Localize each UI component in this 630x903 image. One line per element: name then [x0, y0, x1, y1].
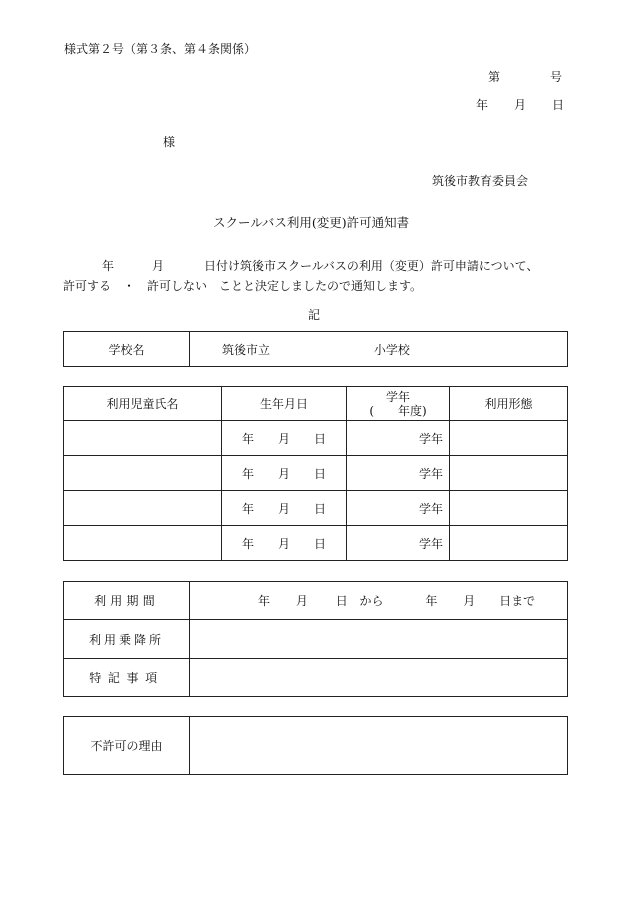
header-birth-date: 生年月日 [222, 387, 347, 421]
period-from-month: 月 [295, 594, 308, 608]
grade-cell[interactable]: 学年 [347, 526, 450, 561]
table-row [64, 491, 568, 526]
birth-day: 日 [314, 536, 327, 551]
usage-type-cell[interactable] [450, 421, 568, 456]
period-to-day: 日まで [499, 594, 536, 608]
usage-period-label: 利用期間 [64, 582, 190, 620]
issue-date-month: 月 [514, 98, 527, 112]
body-text-line1: 日付け筑後市スクールバスの利用（変更）許可申請について、 [204, 259, 539, 273]
denial-reason-cell[interactable] [190, 717, 568, 775]
special-notes-cell[interactable] [190, 659, 568, 697]
school-name-suffix: 小学校 [373, 342, 410, 357]
period-to-month: 月 [463, 594, 476, 608]
special-notes-label: 特記事項 [64, 659, 190, 697]
usage-type-cell[interactable] [450, 526, 568, 561]
header-grade-label: 学年 [385, 389, 410, 404]
header-grade-paren-close: 年度) [398, 403, 427, 418]
birth-month: 月 [277, 466, 290, 481]
school-name-label: 学校名 [64, 332, 190, 367]
addressee-suffix: 様 [163, 135, 176, 149]
table-row [64, 526, 568, 561]
child-name-cell[interactable] [64, 421, 222, 456]
children-table-header [64, 387, 568, 421]
document-number-prefix: 第 [488, 70, 501, 84]
child-name-cell[interactable] [64, 526, 222, 561]
body-year: 年 [102, 259, 115, 273]
birth-date-cell[interactable] [222, 491, 347, 526]
birth-month: 月 [277, 431, 290, 446]
denial-reason-label: 不許可の理由 [64, 717, 190, 775]
document-title: スクールバス利用(変更)許可通知書 [213, 215, 410, 230]
birth-year: 年 [241, 466, 254, 481]
table-row [64, 456, 568, 491]
header-child-name: 利用児童氏名 [64, 387, 222, 421]
reason-table [63, 716, 568, 775]
ki-label: 記 [308, 308, 321, 322]
header-usage-type: 利用形態 [450, 387, 568, 421]
birth-day: 日 [314, 501, 327, 516]
school-name-cell[interactable] [190, 332, 568, 367]
body-text-line2: 許可する ・ 許可しない ことと決定しましたので通知します。 [63, 279, 423, 293]
school-name-prefix: 筑後市立 [222, 342, 271, 357]
children-table [63, 386, 568, 561]
birth-date-cell[interactable] [222, 456, 347, 491]
grade-cell[interactable]: 学年 [347, 491, 450, 526]
birth-month: 月 [277, 501, 290, 516]
usage-type-cell[interactable] [450, 491, 568, 526]
birth-year: 年 [241, 536, 254, 551]
usage-type-cell[interactable] [450, 456, 568, 491]
header-grade [347, 387, 450, 421]
form-number: 様式第２号（第３条、第４条関係） [64, 42, 257, 56]
birth-day: 日 [314, 431, 327, 446]
grade-cell[interactable]: 学年 [347, 456, 450, 491]
period-table [63, 581, 568, 697]
bus-stop-label: 利用乗降所 [64, 620, 190, 659]
school-table [63, 331, 568, 367]
birth-day: 日 [314, 466, 327, 481]
period-from-year: 年 [258, 594, 271, 608]
header-grade-paren-open: ( [369, 403, 374, 418]
body-month: 月 [152, 259, 165, 273]
usage-period-cell[interactable] [190, 582, 568, 620]
document-number-suffix: 号 [550, 70, 563, 84]
birth-date-cell[interactable] [222, 421, 347, 456]
birth-month: 月 [277, 536, 290, 551]
table-row [64, 421, 568, 456]
child-name-cell[interactable] [64, 491, 222, 526]
issue-date-year: 年 [476, 98, 489, 112]
child-name-cell[interactable] [64, 456, 222, 491]
bus-stop-cell[interactable] [190, 620, 568, 659]
period-from-day: 日 [335, 594, 348, 608]
grade-cell[interactable]: 学年 [347, 421, 450, 456]
birth-date-cell[interactable] [222, 526, 347, 561]
period-from-word: から [359, 594, 384, 608]
birth-year: 年 [241, 501, 254, 516]
issue-date-day: 日 [552, 98, 565, 112]
issuer-name: 筑後市教育委員会 [432, 174, 529, 188]
birth-year: 年 [241, 431, 254, 446]
period-to-year: 年 [425, 594, 438, 608]
